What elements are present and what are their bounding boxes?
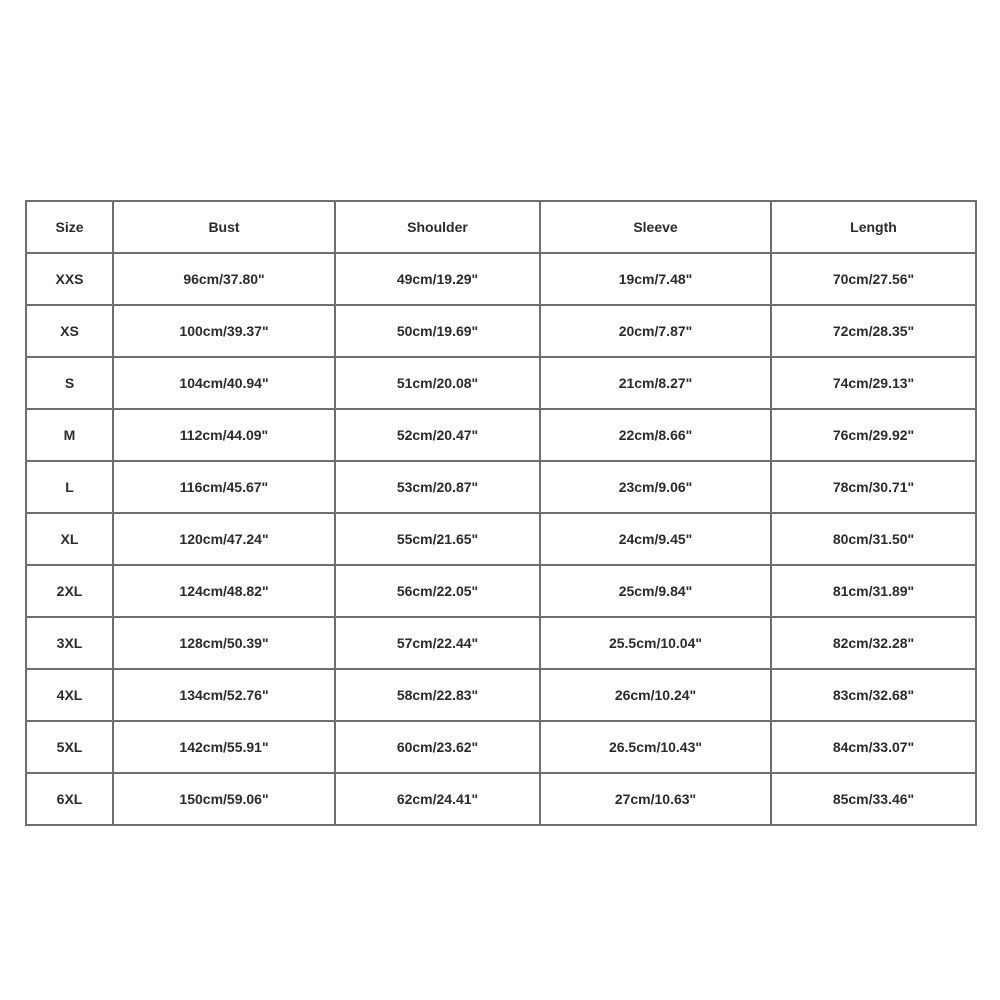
sleeve-cell: 19cm/7.48" [540,253,771,305]
bust-cell: 116cm/45.67" [113,461,335,513]
header-sleeve: Sleeve [540,201,771,253]
table-row [26,617,976,669]
size-cell: XL [26,513,113,565]
bust-cell: 142cm/55.91" [113,721,335,773]
sleeve-cell: 27cm/10.63" [540,773,771,825]
sleeve-cell: 26cm/10.24" [540,669,771,721]
table-row [26,565,976,617]
shoulder-cell: 60cm/23.62" [335,721,540,773]
length-cell: 76cm/29.92" [771,409,976,461]
table-row [26,357,976,409]
length-cell: 72cm/28.35" [771,305,976,357]
size-cell: 3XL [26,617,113,669]
size-cell: M [26,409,113,461]
length-cell: 70cm/27.56" [771,253,976,305]
sleeve-cell: 22cm/8.66" [540,409,771,461]
bust-cell: 112cm/44.09" [113,409,335,461]
shoulder-cell: 62cm/24.41" [335,773,540,825]
length-cell: 74cm/29.13" [771,357,976,409]
bust-cell: 96cm/37.80" [113,253,335,305]
size-cell: 5XL [26,721,113,773]
length-cell: 84cm/33.07" [771,721,976,773]
bust-cell: 100cm/39.37" [113,305,335,357]
length-cell: 85cm/33.46" [771,773,976,825]
size-cell: L [26,461,113,513]
table-row [26,253,976,305]
size-cell: XXS [26,253,113,305]
table-row [26,773,976,825]
bust-cell: 120cm/47.24" [113,513,335,565]
sleeve-cell: 21cm/8.27" [540,357,771,409]
shoulder-cell: 51cm/20.08" [335,357,540,409]
table-row [26,669,976,721]
table-row [26,513,976,565]
size-cell: 6XL [26,773,113,825]
sleeve-cell: 25.5cm/10.04" [540,617,771,669]
header-bust: Bust [113,201,335,253]
length-cell: 82cm/32.28" [771,617,976,669]
size-cell: 2XL [26,565,113,617]
table-row [26,305,976,357]
length-cell: 80cm/31.50" [771,513,976,565]
size-chart-body [26,253,976,825]
header-row [26,201,976,253]
bust-cell: 104cm/40.94" [113,357,335,409]
bust-cell: 150cm/59.06" [113,773,335,825]
shoulder-cell: 50cm/19.69" [335,305,540,357]
length-cell: 83cm/32.68" [771,669,976,721]
size-cell: 4XL [26,669,113,721]
sleeve-cell: 25cm/9.84" [540,565,771,617]
sleeve-cell: 20cm/7.87" [540,305,771,357]
bust-cell: 124cm/48.82" [113,565,335,617]
size-cell: XS [26,305,113,357]
length-cell: 81cm/31.89" [771,565,976,617]
shoulder-cell: 56cm/22.05" [335,565,540,617]
bust-cell: 134cm/52.76" [113,669,335,721]
header-length: Length [771,201,976,253]
size-chart-table [25,200,977,826]
sleeve-cell: 24cm/9.45" [540,513,771,565]
header-shoulder: Shoulder [335,201,540,253]
shoulder-cell: 57cm/22.44" [335,617,540,669]
sleeve-cell: 23cm/9.06" [540,461,771,513]
length-cell: 78cm/30.71" [771,461,976,513]
shoulder-cell: 58cm/22.83" [335,669,540,721]
table-row [26,409,976,461]
bust-cell: 128cm/50.39" [113,617,335,669]
shoulder-cell: 55cm/21.65" [335,513,540,565]
size-chart-header [26,201,976,253]
shoulder-cell: 49cm/19.29" [335,253,540,305]
header-size: Size [26,201,113,253]
table-row [26,721,976,773]
sleeve-cell: 26.5cm/10.43" [540,721,771,773]
table-row [26,461,976,513]
shoulder-cell: 53cm/20.87" [335,461,540,513]
shoulder-cell: 52cm/20.47" [335,409,540,461]
size-cell: S [26,357,113,409]
